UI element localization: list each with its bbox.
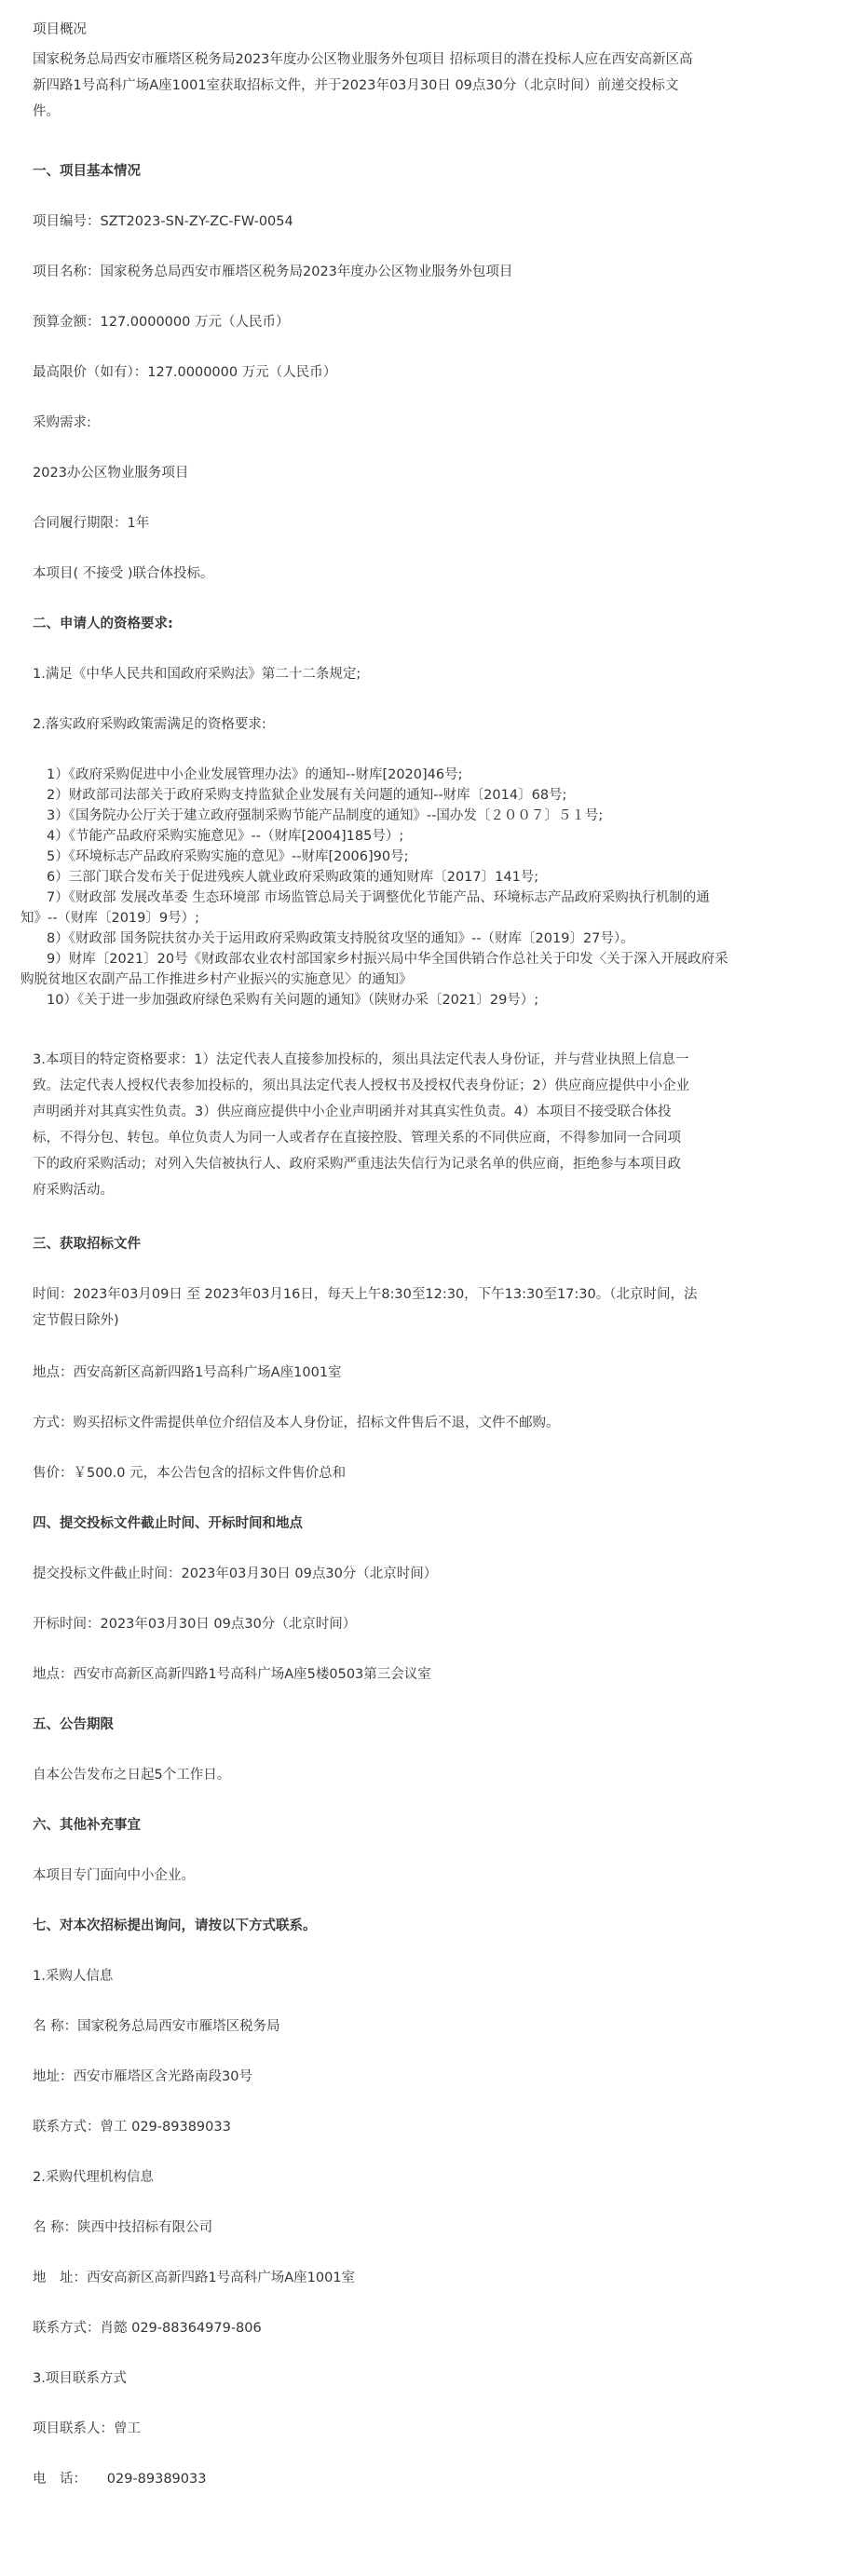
consortium-note: 本项目( 不接受 )联合体投标。 <box>33 566 214 581</box>
policy-item-continued: 知》--（财库〔2019〕9号）; <box>20 911 199 926</box>
overview-title: 项目概况 <box>33 22 87 37</box>
project-contact-person: 项目联系人：曾工 <box>33 2421 141 2436</box>
purchaser-address: 地址：西安市雁塔区含光路南段30号 <box>33 2069 252 2084</box>
purchaser-name: 名 称：国家税务总局西安市雁塔区税务局 <box>33 2019 280 2034</box>
requirement-3-line: 府采购活动。 <box>33 1183 114 1198</box>
acquire-place: 地点：西安高新区高新四路1号高科广场A座1001室 <box>33 1365 342 1380</box>
document-price: 售价：￥500.0 元，本公告包含的招标文件售价总和 <box>33 1466 347 1481</box>
policy-item: 1）《政府采购促进中小企业发展管理办法》的通知--财库[2020]46号; <box>47 767 463 782</box>
agency-title: 2.采购代理机构信息 <box>33 2170 154 2185</box>
section-6-heading: 六、其他补充事宜 <box>33 1818 141 1833</box>
overview-text-line-3: 件。 <box>33 104 60 119</box>
project-name: 项目名称：国家税务总局西安市雁塔区税务局2023年度办公区物业服务外包项目 <box>33 264 513 279</box>
policy-item: 5）《环境标志产品政府采购实施的意见》--财库[2006]90号; <box>47 849 409 864</box>
acquire-time-line-2: 定节假日除外) <box>33 1313 119 1328</box>
section-5-heading: 五、公告期限 <box>33 1717 114 1732</box>
overview-text-line-1: 国家税务总局西安市雁塔区税务局2023年度办公区物业服务外包项目 招标项目的潜在投标人应在西安高新区高 <box>33 52 693 67</box>
agency-name: 名 称：陕西中技招标有限公司 <box>33 2220 213 2235</box>
agency-address: 地 址：西安高新区高新四路1号高科广场A座1001室 <box>33 2271 356 2285</box>
acquire-time-line-1: 时间：2023年03月09日 至 2023年03月16日，每天上午8:30至12:30，下午13:30至17:30。（北京时间，法 <box>33 1287 698 1302</box>
policy-item: 9）财库〔2021〕20号《财政部农业农村部国家乡村振兴局中华全国供销合作总社关于印发〈关于深入开展政府采 <box>47 952 728 967</box>
section-1-heading: 一、项目基本情况 <box>33 164 141 179</box>
budget-amount: 预算金额：127.0000000 万元（人民币） <box>33 315 290 330</box>
project-contact-phone: 电 话： 029-89389033 <box>33 2472 207 2487</box>
requirement-1: 1.满足《中华人民共和国政府采购法》第二十二条规定; <box>33 667 361 682</box>
purchaser-title: 1.采购人信息 <box>33 1969 114 1984</box>
bid-deadline: 提交投标文件截止时间：2023年03月30日 09点30分（北京时间） <box>33 1566 438 1581</box>
requirement-3-line: 下的政府采购活动；对列入失信被执行人、政府采购严重违法失信行为记录名单的供应商，拒绝参与本项目政 <box>33 1157 681 1172</box>
section-3-heading: 三、获取招标文件 <box>33 1237 141 1252</box>
overview-text-line-2: 新四路1号高科广场A座1001室获取招标文件，并于2023年03月30日 09点30分（北京时间）前递交投标文 <box>33 78 679 93</box>
requirement-3-line: 声明函并对其真实性负责。3）供应商应提供中小企业声明函并对其真实性负责。4）本项目不接受联合体投 <box>33 1105 672 1119</box>
requirement-3-line: 标，不得分包、转包。单位负责人为同一人或者存在直接控股、管理关系的不同供应商，不得参加同一合同项 <box>33 1131 681 1146</box>
policy-item-continued: 购脱贫地区农副产品工作推进乡村产业振兴的实施意见〉的通知》 <box>20 972 413 987</box>
project-contact-title: 3.项目联系方式 <box>33 2371 127 2386</box>
demand-label: 采购需求: <box>33 415 91 430</box>
section-2-heading: 二、申请人的资格要求: <box>33 617 173 631</box>
section-4-heading: 四、提交投标文件截止时间、开标时间和地点 <box>33 1516 303 1531</box>
bid-opening-place: 地点：西安市高新区高新四路1号高科广场A座5楼0503第三会议室 <box>33 1667 431 1682</box>
max-price: 最高限价（如有）：127.0000000 万元（人民币） <box>33 365 337 380</box>
requirement-3-line: 致。法定代表人授权代表参加投标的，须出具法定代表人授权书及授权代表身份证；2）供应商应提供中小企业 <box>33 1078 690 1093</box>
policy-item: 6）三部门联合发布关于促进残疾人就业政府采购政策的通知财库〔2017〕141号; <box>47 870 539 885</box>
acquire-method: 方式：购买招标文件需提供单位介绍信及本人身份证，招标文件售后不退，文件不邮购。 <box>33 1416 560 1430</box>
policy-item: 3）《国务院办公厅关于建立政府强制采购节能产品制度的通知》--国办发〔２００７〕５１号; <box>47 808 604 823</box>
policy-item: 7）《财政部 发展改革委 生态环境部 市场监管总局关于调整优化节能产品、环境标志产品政府采购执行机制的通 <box>47 890 710 905</box>
policy-item: 10）《关于进一步加强政府绿色采购有关问题的通知》（陕财办采〔2021〕29号）; <box>47 993 539 1008</box>
project-number: 项目编号：SZT2023-SN-ZY-ZC-FW-0054 <box>33 214 293 229</box>
agency-contact: 联系方式：肖懿 029-88364979-806 <box>33 2321 262 2336</box>
purchaser-contact: 联系方式：曾工 029-89389033 <box>33 2120 231 2135</box>
requirement-3-line: 3.本项目的特定资格要求：1）法定代表人直接参加投标的，须出具法定代表人身份证，并与营业执照上信息一 <box>33 1052 689 1067</box>
notice-period: 自本公告发布之日起5个工作日。 <box>33 1768 231 1783</box>
section-7-heading: 七、对本次招标提出询问，请按以下方式联系。 <box>33 1918 317 1933</box>
bid-opening-time: 开标时间：2023年03月30日 09点30分（北京时间） <box>33 1617 357 1632</box>
requirement-2: 2.落实政府采购政策需满足的资格要求: <box>33 717 266 732</box>
contract-term: 合同履行期限：1年 <box>33 516 150 531</box>
demand-text: 2023办公区物业服务项目 <box>33 466 189 481</box>
policy-item: 8）《财政部 国务院扶贫办关于运用政府采购政策支持脱贫攻坚的通知》--（财库〔2019〕27号）。 <box>47 931 634 946</box>
policy-item: 2）财政部司法部关于政府采购支持监狱企业发展有关问题的通知--财库〔2014〕68号; <box>47 788 567 803</box>
policy-item: 4）《节能产品政府采购实施意见》--（财库[2004]185号）; <box>47 829 404 844</box>
supplementary-note: 本项目专门面向中小企业。 <box>33 1868 195 1883</box>
